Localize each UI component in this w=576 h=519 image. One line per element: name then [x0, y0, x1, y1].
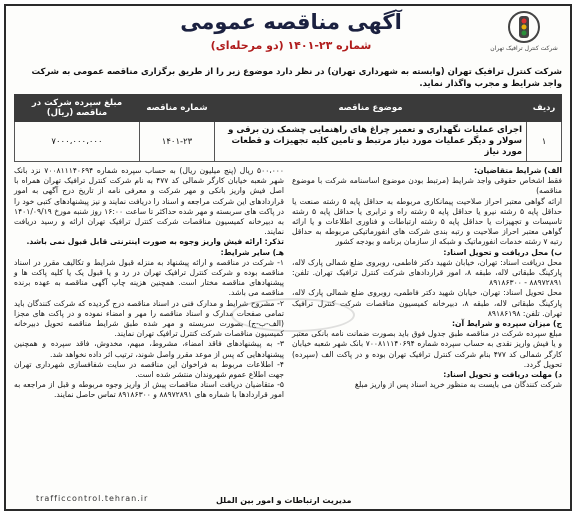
table-row — [15, 122, 562, 162]
traffic-logo-icon — [507, 10, 541, 44]
paragraph: ۵- متقاضیان دریافت اسناد مناقصات پیش از واریز وجوه مربوطه و قبل از مراجعه به امور قراردادها با شماره های ۸۸۹۷۲۸۹۱ و ۸۹۱۸۶۳۰۰ تماس حاصل نمایند. — [14, 380, 284, 400]
paragraph: ۱- شرکت در مناقصه و ارائه پیشنهاد به منزله قبول شرایط و تکالیف مقرر در اسناد مناقصه بوده و شرکت کنترل ترافیک تهران در رد و یا قبول یک یا کلیه پاکت ها و پیشنهادهای مناقصه مختار است. همچنین هزینه چاپ آگهی مناقصه به عهده برنده مناقصه می باشد. — [14, 257, 284, 298]
footer-signature: مدیریت ارتباطات و امور بین الملل — [216, 496, 352, 505]
section-heading: ج) میزان سپرده و شرایط آن: — [451, 319, 562, 329]
section-heading: الف) شرایط متقاضیان: — [474, 166, 562, 175]
tender-notice — [4, 4, 572, 511]
right-column — [292, 166, 562, 401]
section-heading: هـ) سایر شرایط: — [220, 247, 284, 257]
left-column — [14, 166, 284, 401]
col-deposit-header: مبلغ سپرده شرکت در مناقصه (ریال) — [15, 95, 140, 122]
table-header-row — [15, 95, 562, 122]
paragraph: ۳- به پیشنهادهای فاقد امضاء، مشروط، مبهم، مخدوش، فاقد سپرده و همچنین پیشنهادهایی که پس از موعد مقرر واصل شوند، ترتیب اثر داده نخواهد شد. — [14, 339, 284, 359]
notice-number: شماره ۲۳-۱۴۰۱ (دو مرحله‌ای) — [210, 39, 372, 52]
col-index-header: ردیف — [527, 95, 562, 122]
paragraph: ۲- مشروح شرایط و مدارک فنی در اسناد مناقصه درج گردیده که شرکت کنندگان باید تمامی صفحات مدارک و اسناد مناقصه را مهر و امضاء نموده و در پاکت های مجزا (الف-ب-ج) بصورت سربسته و مهر شده طبق شرایط مناقصه تحویل دبیرخانه کمیسیون مناقصات شرکت کنترل ترافیک تهران نمایند. — [14, 298, 284, 339]
col-number-header: شماره مناقصه — [140, 95, 215, 122]
notice-header — [6, 6, 570, 66]
intro-text: شرکت کنترل ترافیک تهران (وابسته به شهرداری تهران) در نظر دارد موضوع زیر را از طریق برگزاری مناقصه عمومی به شرکت واجد شرایط و مجرب واگذار نماید. — [31, 67, 562, 89]
paragraph: محل دریافت اسناد: تهران، خیابان شهید دکتر فاطمی، روبروی ضلع شمالی پارک لاله، پارکینگ طبقاتی لاله، طبقه ۸، امور قراردادهای شرکت کنترل ترافیک تهران. تلفن: ۸۸۹۷۲۸۹۱ - ۸۹۱۸۶۳۰۰ — [292, 257, 562, 288]
paragraph: مبلغ سپرده شرکت در مناقصه طبق جدول فوق باید بصورت ضمانت نامه بانکی معتبر و یا فیش واریز نقدی به حساب سپرده شماره ۷۰۰۸۱۱۱۴۰۶۹۴ بانک شهر شعبه خیابان کارگر شمالی کد ۴۷۷ بنام شرکت کنترل ترافیک تهران بوده و در پاکت الف (سپرده) تحویل گردد. — [292, 329, 562, 369]
row-deposit: ۷۰۰۰،۰۰۰،۰۰۰ — [15, 122, 140, 162]
notice-title: آگهی مناقصه عمومی — [180, 10, 402, 34]
website-url: trafficcontrol.tehran.ir — [36, 494, 149, 503]
notice-body — [14, 166, 562, 401]
row-index: ۱ — [527, 122, 562, 162]
paragraph: ۴- اطلاعات مربوط به فراخوان این مناقصه در سایت شفافسازی شهرداری تهران جهت اطلاع عموم شهروندان منتشر شده است. — [14, 359, 284, 380]
section-heading: ب) محل دریافت و تحویل اسناد: — [443, 247, 562, 257]
paragraph: شرکت کنندگان می بایست به منظور خرید اسناد پس از واریز مبلغ — [354, 380, 562, 390]
paragraph: فقط اشخاص حقوقی واجد شرایط (مرتبط بودن موضوع اساسنامه شرکت با موضوع مناقصه) — [292, 176, 562, 196]
company-logo — [484, 10, 564, 52]
col-subject-header: موضوع مناقصه — [215, 95, 527, 122]
tender-table — [14, 94, 562, 162]
paragraph: ارائه گواهی معتبر احراز صلاحیت پیمانکاری مربوطه به حداقل پایه ۵ رشته صنعت یا حداقل پایه ۵ رشته نیرو یا حداقل پایه ۵ رشته راه و ترابری یا حداقل پایه ۵ رشته تاسیسات و تجهیزات یا حداقل پایه ۵ رشته ارتباطات و فناوری اطلاعات و یا ارائه گواهی معتبر احراز صلاحیت و رتبه بندی شرکت های انفورماتیکی مربوطه به حداقل رتبه ۷ رشته خدمات انفورماتیک و شبکه از سازمان برنامه و بودجه کشور — [292, 196, 563, 247]
paragraph: محل تحویل اسناد: تهران، خیابان شهید دکتر فاطمی، روبروی ضلع شمالی پارک لاله، پارکینگ طبقاتی لاله، طبقه ۸، دبیرخانه کمیسیون مناقصات شرکت کنترل ترافیک تهران. تلفن: ۸۹۱۸۶۱۹۸ — [292, 288, 563, 318]
row-number: ۱۴۰۱-۲۳ — [140, 122, 215, 162]
paragraph: ۵۰۰،۰۰۰ ریال (پنج میلیون ریال) به حساب سپرده شماره ۷۰۰۸۱۱۱۴۰۶۹۴ نزد بانک شهر شعبه خیابان کارگر شمالی کد ۴۷۷ به نام شرکت کنترل ترافیک تهران همراه با اصل فیش واریز بانکی و مهر شرکت و معرفی نامه از تاریخ درج آگهی به امور قراردادهای این شرکت مراجعه و اسناد را دریافت نمایند و نیز پیشنهادهای کتبی خود را در پاکت های سربسته و مهر شده حداکثر تا ساعت ۱۶:۰۰ روز شنبه مورخ ۱۴۰۱/۰۹/۱۹ به دبیرخانه کمیسیون مناقصات شرکت کنترل ترافیک تهران ارائه و رسید دریافت نمایند. — [14, 166, 284, 237]
watermark-stamp — [231, 298, 355, 332]
row-subject: اجرای عملیات نگهداری و تعمیر چراغ های راهنمایی چشمک زن برقی و سولار و دیگر عملیات مورد نیاز مرتبط و تامین کلیه تجهیزات و قطعات مورد نیاز — [215, 122, 527, 162]
section-heading: تذکر: ارائه فیش واریز وجوه به صورت اینترنتی قابل قبول نمی باشد. — [26, 237, 284, 247]
section-heading: د) مهلت دریافت و تحویل اسناد: — [443, 370, 562, 380]
logo-text: شرکت کنترل ترافیک تهران — [490, 45, 558, 52]
